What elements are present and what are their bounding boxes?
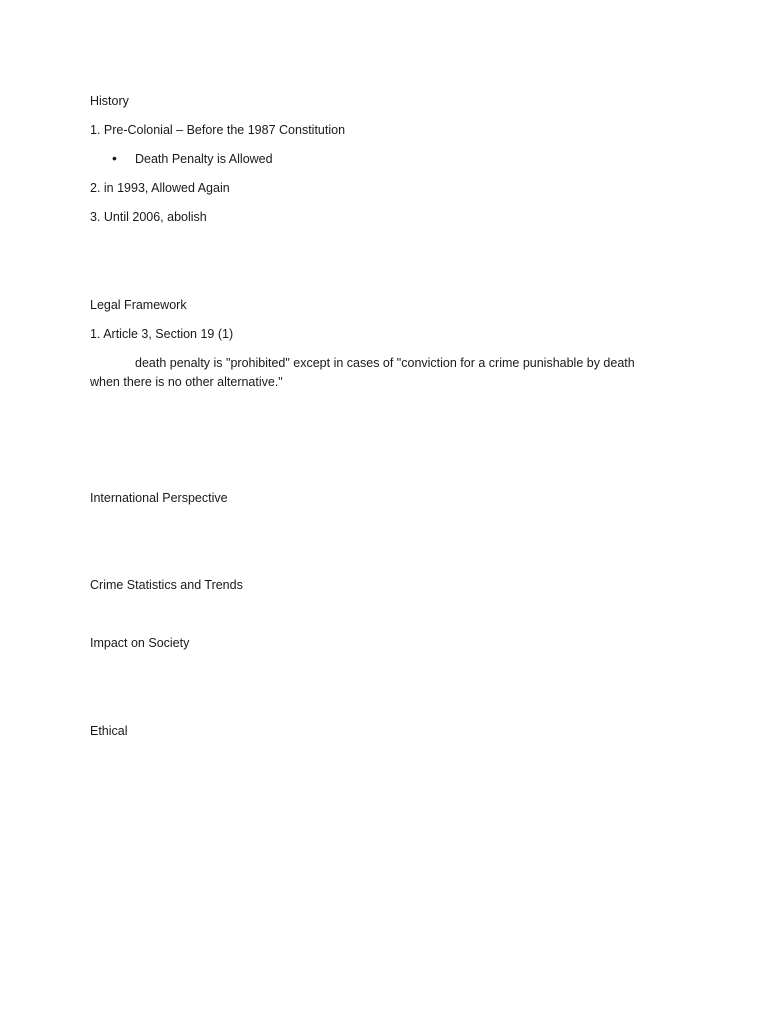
section-heading-history: History [90,94,129,108]
history-item-1: 1. Pre-Colonial – Before the 1987 Constitution [90,123,346,137]
section-heading-ethical: Ethical [90,724,128,738]
section-heading-crime-statistics: Crime Statistics and Trends [90,578,243,592]
section-heading-impact-on-society: Impact on Society [90,636,190,650]
history-item-2: 2. in 1993, Allowed Again [90,181,230,195]
bullet-icon: • [112,150,117,166]
legal-framework-paragraph-line-2: when there is no other alternative." [90,375,283,389]
history-bullet-item: Death Penalty is Allowed [135,152,273,166]
legal-framework-item-1: 1. Article 3, Section 19 (1) [90,327,234,341]
section-heading-international-perspective: International Perspective [90,491,228,505]
legal-framework-paragraph-line-1: death penalty is "prohibited" except in cases of "conviction for a crime punishable by death [135,356,635,370]
history-item-3: 3. Until 2006, abolish [90,210,207,224]
section-heading-legal-framework: Legal Framework [90,298,187,312]
